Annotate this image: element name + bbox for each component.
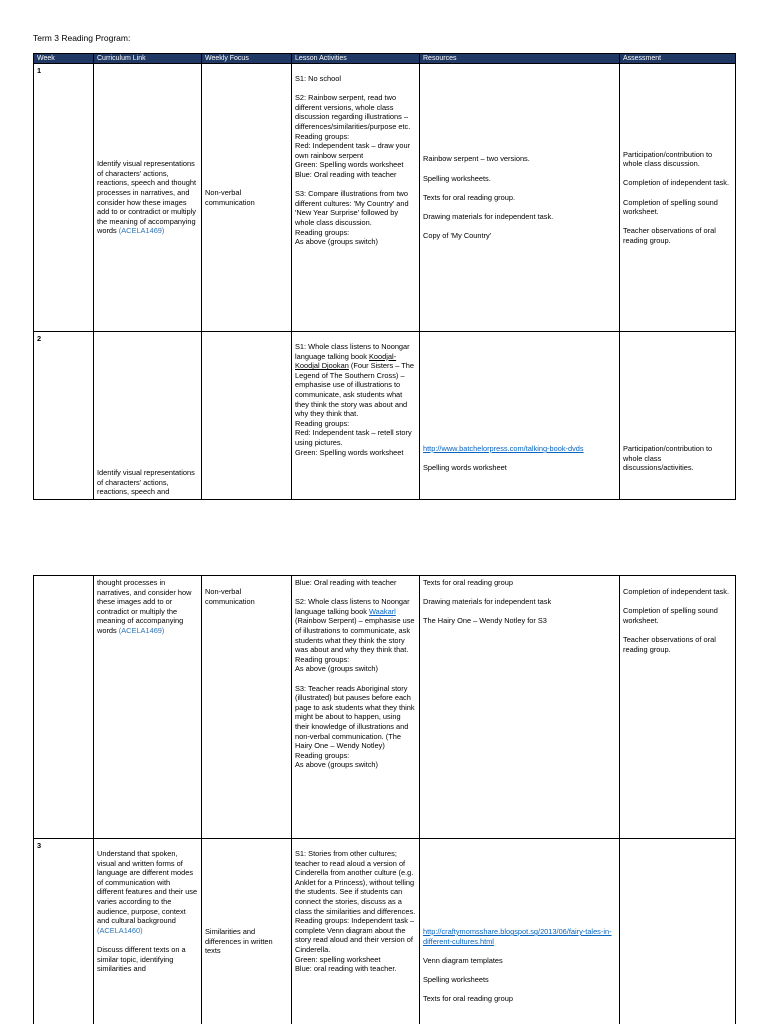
resources-cell: http://www.batchelorpress.com/talking-book-dvds Spelling words worksheet <box>420 332 620 500</box>
table-row-week-2 <box>34 332 736 500</box>
lesson-activities-cell: S1: Stories from other cultures; teacher to read aloud a version of Cinderella from another culture (e.g. Anklet for a Princess), without telling the students. See if students can connect the stories, discuss as a class the similarities and differences. Reading groups: Independent task – complete Venn diagram about the story read aloud and their version of Cinderella. Green: spelling worksheet Blue: oral reading with teacher. <box>292 839 420 1024</box>
curriculum-link-cell <box>94 64 202 332</box>
curriculum-code: (ACELA1469) <box>118 226 165 236</box>
header-row <box>34 54 736 64</box>
week-number: 2 <box>34 332 94 500</box>
weekly-focus-cell: Non-verbal communication <box>202 576 292 839</box>
header-weekly-focus: Weekly Focus <box>202 54 292 64</box>
resources-cell: Texts for oral reading group Drawing materials for independent task The Hairy One – Wendy Notley for S3 <box>420 576 620 839</box>
curriculum-code: (ACELA1469) <box>118 625 165 635</box>
page-title: Term 3 Reading Program: <box>33 33 131 43</box>
header-lesson-activities: Lesson Activities <box>292 54 420 64</box>
weekly-focus-cell: Similarities and differences in written texts <box>202 839 292 1024</box>
reading-program-table <box>33 53 736 500</box>
book-title[interactable]: Waakarl <box>368 606 396 616</box>
curriculum-text: Identify visual representations of characters' actions, reactions, speech and thought processes in narratives, and consider how these images add to or contradict or multiply the meaning of accompanying words <box>97 159 197 236</box>
curriculum-link-cell <box>94 332 202 500</box>
week-number: 3 <box>34 839 94 1024</box>
resource-link[interactable]: http://craftymomsshare.blogspot.sg/2013/06/fairy-tales-in-different-cultures.html <box>423 927 612 946</box>
lesson-activities-cell: S1: Whole class listens to Noongar language talking book Koodjal-Koodjal Djookan (Four Sisters – The Legend of The Southern Cross) – emphasise use of illustrations to communicate, ask students what they think the story was about and why they think that. Reading groups: Red: Independent task – retell story using pictures. Green: Spelling words worksheet <box>292 332 420 500</box>
curriculum-code: (ACELA1460) <box>97 925 143 935</box>
header-week: Week <box>34 54 94 64</box>
resource-link[interactable]: http://www.batchelorpress.com/talking-book-dvds <box>423 444 584 453</box>
book-title: Koodjal-Koodjal Djookan <box>295 351 397 371</box>
week-number: 1 <box>34 64 94 332</box>
assessment-cell: Participation/contribution to whole class discussions/activities. <box>620 332 736 500</box>
curriculum-text: thought processes in narratives, and consider how these images add to or contradict or multiply the meaning of accompanying words <box>97 578 192 635</box>
resources-cell: http://craftymomsshare.blogspot.sg/2013/06/fairy-tales-in-different-cultures.html Venn diagram templates Spelling worksheets Texts for oral reading group <box>420 839 620 1024</box>
curriculum-link-cell <box>94 576 202 839</box>
weekly-focus-cell <box>202 332 292 500</box>
table-row-week-1 <box>34 64 736 332</box>
table-row-week-3 <box>34 839 736 1024</box>
assessment-cell: Participation/contribution to whole class discussion. Completion of independent task. Completion of spelling sound worksheet. Teacher observations of oral reading group. <box>620 64 736 332</box>
assessment-cell <box>620 839 736 1024</box>
assessment-cell: Completion of independent task. Completion of spelling sound worksheet. Teacher observations of oral reading group. <box>620 576 736 839</box>
header-resources: Resources <box>420 54 620 64</box>
curriculum-text: Identify visual representations of characters' actions, reactions, speech and <box>97 468 195 497</box>
week-number <box>34 576 94 839</box>
curriculum-link-cell: Understand that spoken, visual and written forms of language are different modes of communication with different features and their use varies according to the audience, purpose, context and cultural background (ACELA1460) Discuss different texts on a similar topic, identifying similarities and <box>94 839 202 1024</box>
lesson-activities-cell: Blue: Oral reading with teacher S2: Whole class listens to Noongar language talking book Waakarl (Rainbow Serpent) – emphasise use of illustrations to communicate, ask students what they think the story was about and why they think that. Reading groups: As above (groups switch) S3: Teacher reads Aboriginal story (illustrated) but pauses before each page to ask students what they think might be about to happen, using their knowledge of illustrations and non-verbal communication. (The Hairy One – Wendy Notley) Reading groups: As above (groups switch) <box>292 576 420 839</box>
table-row-week-2-continued <box>34 576 736 839</box>
weekly-focus-cell: Non-verbal communication <box>202 64 292 332</box>
lesson-activities-cell: S1: No school S2: Rainbow serpent, read two different versions, whole class discussion regarding illustrations – differences/similarities/purpose etc. Reading groups: Red: Independent task – draw your own rainbow serpent Green: Spelling words worksheet Blue: Oral reading with teacher S3: Compare illustrations from two different cultures: 'My Country' and 'New Year Surprise' followed by whole class discussion. Reading groups: As above (groups switch) <box>292 64 420 332</box>
reading-program-table-continued <box>33 575 736 1024</box>
header-curriculum-link: Curriculum Link <box>94 54 202 64</box>
header-assessment: Assessment <box>620 54 736 64</box>
resources-cell: Rainbow serpent – two versions. Spelling worksheets. Texts for oral reading group. Drawing materials for independent task. Copy of 'My Country' <box>420 64 620 332</box>
curriculum-text: Understand that spoken, visual and written forms of language are different modes of communication with different features and their use varies according to the audience, purpose, context and cultural background <box>97 849 198 926</box>
